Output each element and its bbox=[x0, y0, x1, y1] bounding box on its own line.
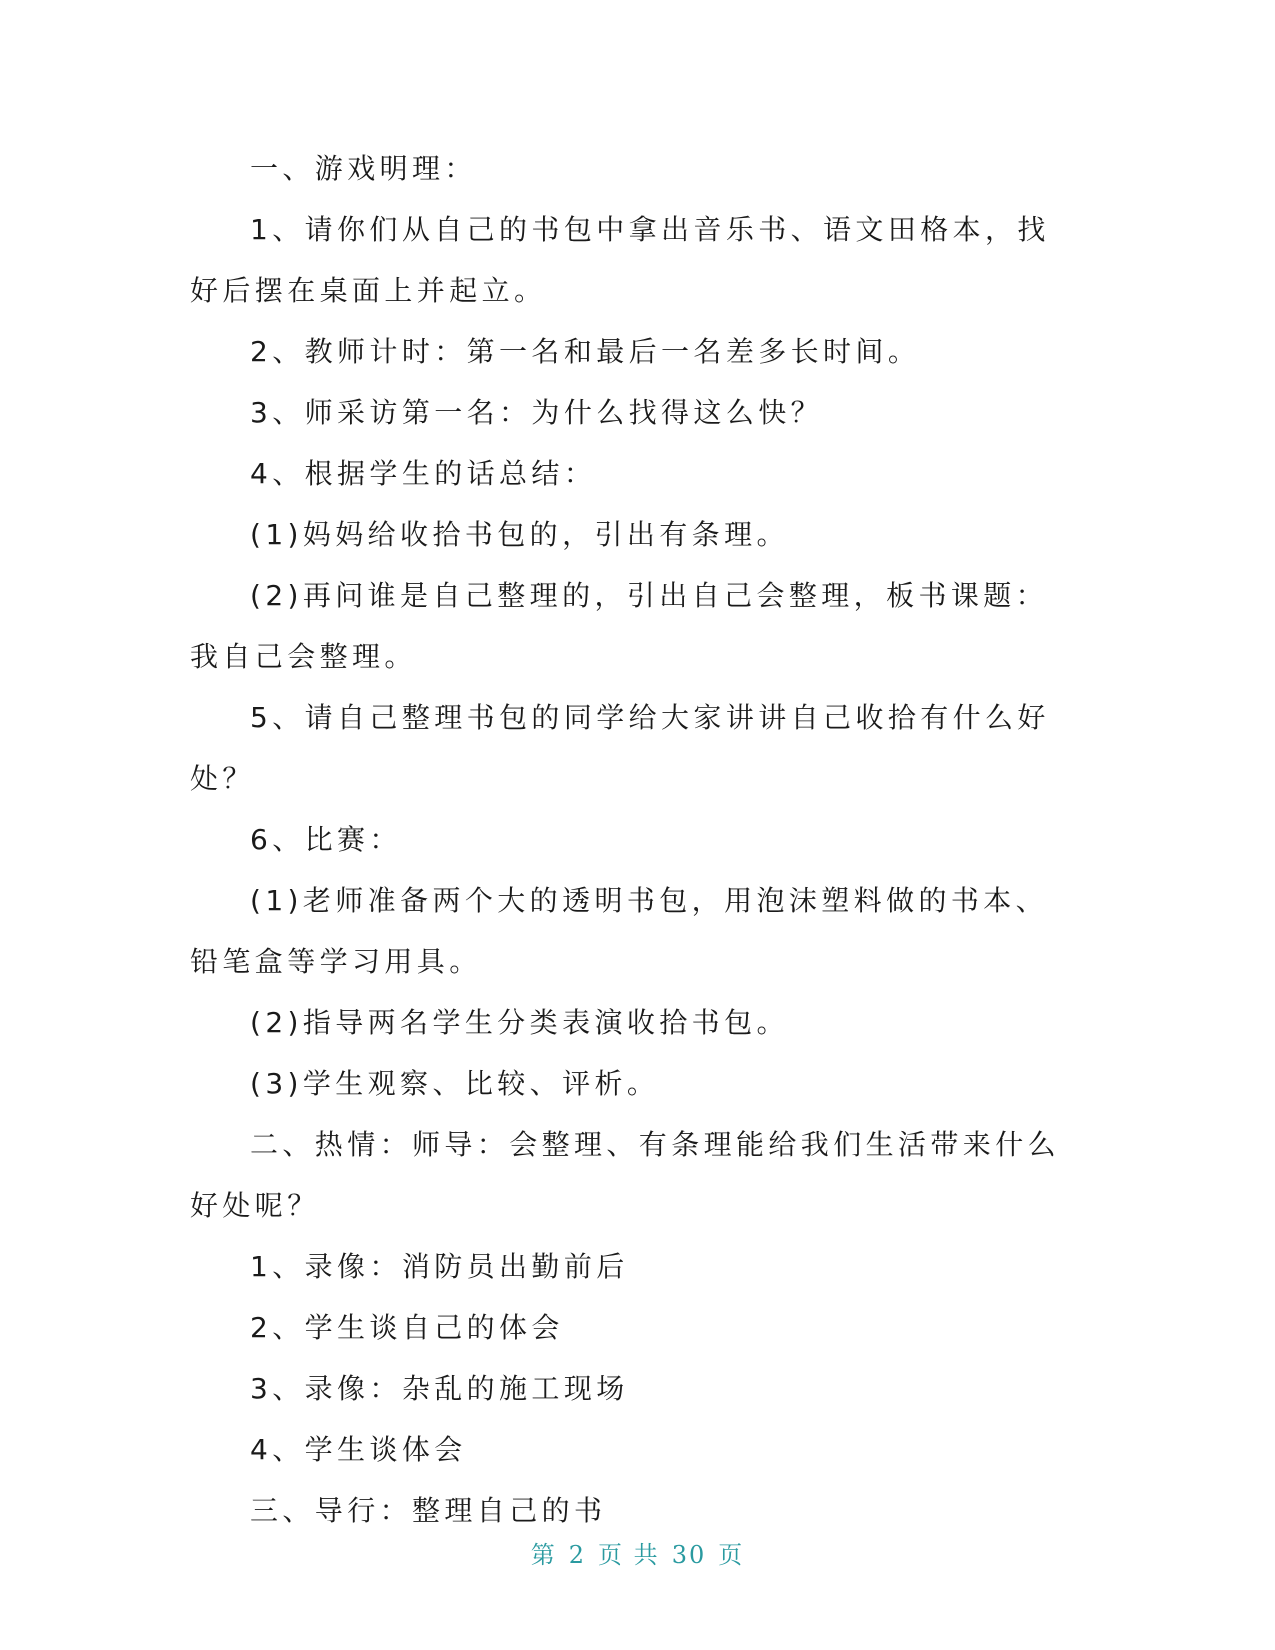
footer-label-of: 页 共 bbox=[598, 1541, 660, 1569]
paragraph: 二、热情：师导：会整理、有条理能给我们生活带来什么好处呢？ bbox=[190, 1128, 1061, 1222]
paragraph: 一、游戏明理： bbox=[250, 152, 477, 185]
footer-label-end: 页 bbox=[718, 1541, 745, 1569]
document-body bbox=[190, 138, 1070, 1541]
paragraph: (3)学生观察、比较、评析。 bbox=[250, 1067, 660, 1100]
paragraph: (2)再问谁是自己整理的，引出自己会整理，板书课题：我自己会整理。 bbox=[190, 579, 1049, 673]
current-page-number: 2 bbox=[568, 1541, 587, 1569]
paragraph: 3、师采访第一名：为什么找得这么快？ bbox=[250, 396, 824, 429]
paragraph: (2)指导两名学生分类表演收拾书包。 bbox=[250, 1006, 789, 1039]
paragraph: 2、教师计时：第一名和最后一名差多长时间。 bbox=[250, 335, 921, 368]
paragraph: 1、录像：消防员出勤前后 bbox=[250, 1250, 629, 1283]
paragraph: 4、根据学生的话总结： bbox=[250, 457, 597, 490]
total-pages-number: 30 bbox=[671, 1541, 707, 1569]
paragraph: 2、学生谈自己的体会 bbox=[250, 1311, 564, 1344]
paragraph: 3、录像：杂乱的施工现场 bbox=[250, 1372, 629, 1405]
paragraph: 5、请自己整理书包的同学给大家讲讲自己收拾有什么好处？ bbox=[190, 701, 1050, 795]
paragraph: 三、导行：整理自己的书 bbox=[250, 1494, 607, 1527]
page-number-footer bbox=[0, 1535, 1275, 1570]
footer-label-page: 第 bbox=[530, 1541, 557, 1569]
paragraph: (1)老师准备两个大的透明书包，用泡沫塑料做的书本、铅笔盒等学习用具。 bbox=[190, 884, 1049, 978]
paragraph: 1、请你们从自己的书包中拿出音乐书、语文田格本，找好后摆在桌面上并起立。 bbox=[190, 213, 1050, 307]
paragraph: (1)妈妈给收拾书包的，引出有条理。 bbox=[250, 518, 789, 551]
paragraph: 6、比赛： bbox=[250, 823, 402, 856]
paragraph: 4、学生谈体会 bbox=[250, 1433, 467, 1466]
